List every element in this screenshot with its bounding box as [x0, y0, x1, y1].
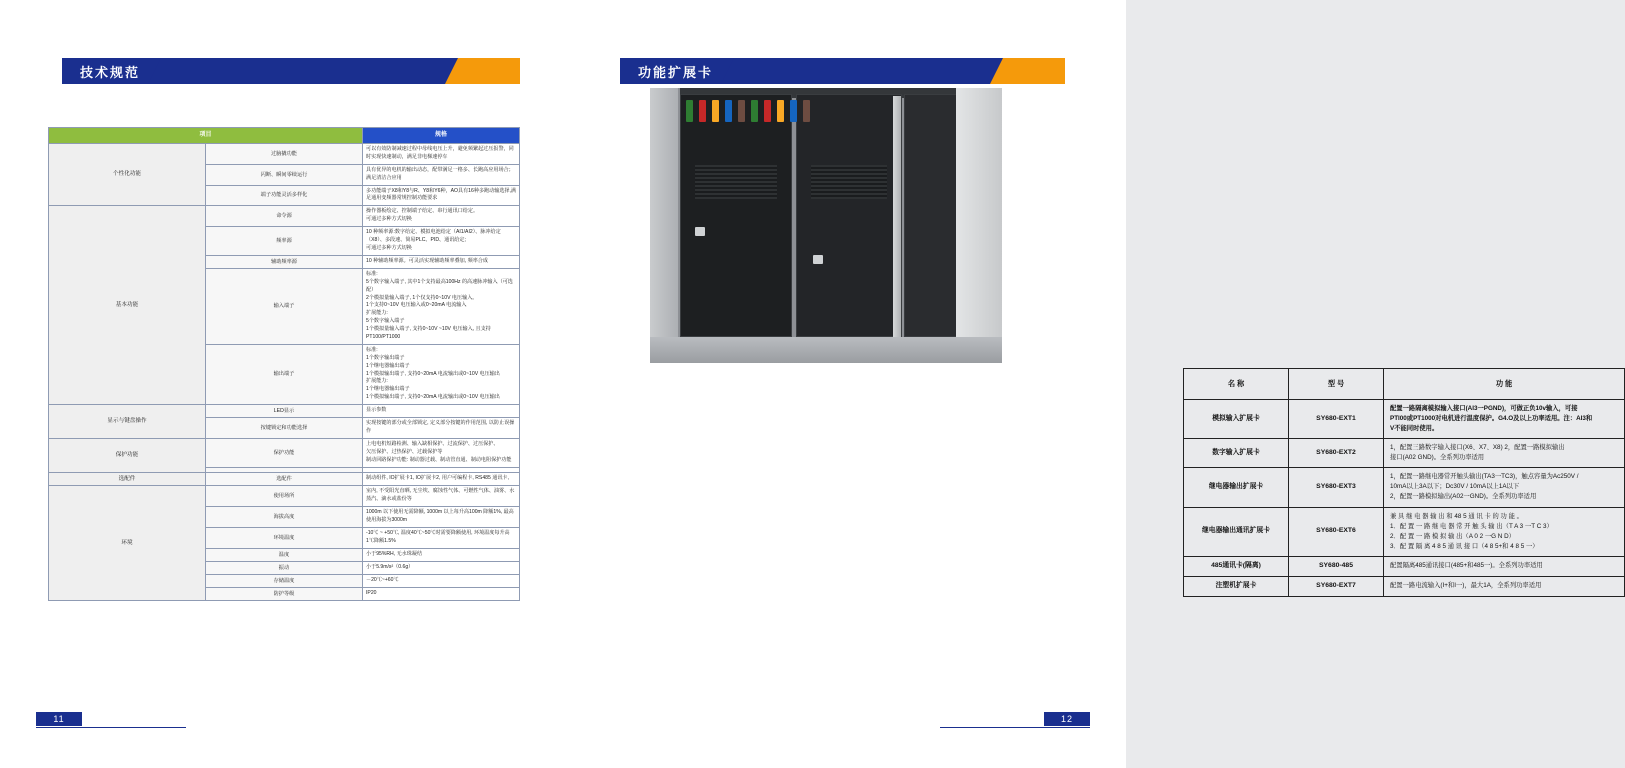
card-name-cell: 485通讯卡(隔离) — [1184, 556, 1289, 576]
table-row — [49, 144, 520, 165]
spec-sub-cell: 过脑撬功能 — [206, 144, 363, 165]
spec-sub-cell: LED显示 — [206, 405, 363, 418]
table-row — [1184, 556, 1625, 576]
card-model-cell: SY680-485 — [1289, 556, 1384, 576]
card-name-cell: 注塑机扩展卡 — [1184, 576, 1289, 596]
right-banner-title: 功能扩展卡 — [620, 58, 721, 84]
spec-group-cell: 选配件 — [49, 472, 206, 486]
right-page — [563, 0, 1593, 768]
photo-wall — [650, 88, 678, 337]
spec-value-cell: 1000m 以下使用无需降额, 1000m 以上每升高100m 降额1%, 最高使用海拔为3000m — [363, 507, 520, 528]
spec-value-cell: 可以有效防制减速过程中母线电压上升，避免频繁起过压报警，同时实现快速制动，满足非电梯速停车 — [363, 144, 520, 165]
table-row — [1184, 400, 1625, 439]
card-model-cell: SY680-EXT7 — [1289, 576, 1384, 596]
table-row — [1184, 507, 1625, 556]
table-row — [49, 472, 520, 486]
table-row — [1184, 576, 1625, 596]
photo-vent — [695, 165, 777, 199]
table-row — [49, 206, 520, 227]
spec-sub-cell: 闪断、瞬间零续运行 — [206, 164, 363, 185]
table-header-row — [49, 128, 520, 144]
card-model-cell: SY680-EXT6 — [1289, 507, 1384, 556]
spec-sub-cell: 存储温度 — [206, 574, 363, 587]
photo-cabinet-middle — [796, 94, 902, 337]
spec-value-cell: IP20 — [363, 587, 520, 600]
spec-group-cell: 环境 — [49, 486, 206, 601]
left-banner-fill — [148, 58, 458, 84]
spec-group-cell: 基本功能 — [49, 206, 206, 405]
table-row — [49, 486, 520, 507]
right-page-number: 12 — [1044, 712, 1090, 726]
expansion-card-table — [1183, 368, 1625, 597]
table-row — [1184, 468, 1625, 507]
card-function-cell: 兼 具 继 电 器 输 出 和 48 5 通 讯 卡 的 功 能 。 1．配 置 一 路 继 电 器 常 开 触 头 输 出（T A 3 一T C 3） 2．配 置 一 路 模 拟 输 出（A 0 2 一G N D） 3．配 置 隔 离 4 8 5 通 讯 接 口（4 8 5+和 4 8 5 一） — [1384, 507, 1625, 556]
spec-value-cell: 室内, 不受阳光直晒, 无尘埃、腐蚀性气体、可燃性气体、油雾、水蒸汽、滴水或盐份等 — [363, 486, 520, 507]
equipment-photo — [650, 88, 1002, 363]
spec-sub-cell: 输入端子 — [206, 268, 363, 344]
card-name-cell: 继电器输出通讯扩展卡 — [1184, 507, 1289, 556]
spec-sub-cell: 保护功能 — [206, 438, 363, 467]
spec-sub-cell: 辅助频率源 — [206, 255, 363, 268]
spec-value-cell: 10 种频率源:数字给定、模拟电池给定（AI1/AI2）、脉冲给定（X8）、多段速、简易PLC、PID、通讯给定; 可通过多种方式切换 — [363, 227, 520, 256]
photo-cabinet-left — [680, 94, 792, 337]
left-page — [0, 0, 563, 768]
photo-wire-bundle — [686, 100, 896, 126]
card-function-cell: 配置隔离485通讯接口(485+和485一)。全系列功率适用 — [1384, 556, 1625, 576]
col-header-spec: 规格 — [363, 128, 520, 144]
card-function-cell: 配置一路隔离模拟输入接口(AI3一PGND)，可做正负10v输入，可接 PTl00或PT1000对电机进行温度保护。G4.O及以上功率适用。注：AI3和 V不能同时使用。 — [1384, 400, 1625, 439]
photo-vent — [811, 165, 887, 199]
card-function-cell: 1，配置三路数字输入接口(X6、X7、X8) 2，配置一路模拟输出 接口(A02 GND)。全系列功率适用 — [1384, 439, 1625, 468]
spec-value-cell: 标准: 1个数字输出端子 1个继电器输出端子 1个模拟输出端子, 支持0~20mA 电流输出或0~10V 电压输出 扩展能力: 1个继电器输出端子 1个模拟输出端子, 支持0~20mA 电流输出或0~10V 电压输出 — [363, 344, 520, 404]
spec-value-cell: 多功能端子X8和Y8与R、Y8和Y6种，AO具有16种多跑动输选择,满足通用变频器常规控制功能要求 — [363, 185, 520, 206]
spec-sub-cell: 频率源 — [206, 227, 363, 256]
spec-group-cell: 保护功能 — [49, 438, 206, 472]
spec-value-cell: -10℃ ~ +50℃, 温度40℃~50℃时需要降额使用, 环境温度每升高1℃降额1.5% — [363, 527, 520, 548]
spec-group-cell: 显示与键盘操作 — [49, 405, 206, 439]
right-banner — [620, 58, 1065, 84]
spec-sub-cell: 环境温度 — [206, 527, 363, 548]
card-name-cell: 数字输入扩展卡 — [1184, 439, 1289, 468]
spec-sub-cell: 振动 — [206, 561, 363, 574]
spec-value-cell: 具有优异的电机的输出动态，配带满足一格多、长跑高应用场合；满足清洁合应用 — [363, 164, 520, 185]
spec-sub-cell: 端子功能灵活多样化 — [206, 185, 363, 206]
card-model-cell: SY680-EXT1 — [1289, 400, 1384, 439]
photo-divider-column — [893, 96, 901, 337]
right-footer-line — [940, 727, 1090, 728]
spec-value-cell: 标准: 5个数字输入端子, 其中1个支持最高100Hz 的高速脉冲输入（可选配） 2个模拟量输入端子, 1个仅支持0~10V 电压输入。 1个支持0~10V 电压输入或0~20mA 电流输入 扩展能力: 5个数字输入端子 1个模拟量输入端子, 支持0~10V ~10V 电压输入, 且支持PT100/PT1000 — [363, 268, 520, 344]
spec-value-cell: 小于95%RH, 无水珠凝结 — [363, 548, 520, 561]
photo-floor — [650, 337, 1002, 363]
spec-sub-cell: 按键锁定和功能选择 — [206, 418, 363, 439]
spec-value-cell: 上电电机短路检测、输入缺相保护、过流保护、过压保护、 欠压保护、过热保护、过载保护等 制动回路保护功能: 制动器过载、制动管直通、制动电阻保护功能 — [363, 438, 520, 467]
card-name-cell: 继电器输出扩展卡 — [1184, 468, 1289, 507]
technical-spec-table — [48, 127, 520, 601]
spec-sub-cell: 海拔高度 — [206, 507, 363, 528]
left-banner-title: 技术规范 — [62, 58, 148, 84]
card-model-cell: SY680-EXT3 — [1289, 468, 1384, 507]
table-row — [49, 438, 520, 467]
spec-value-cell: 实现按键的部分或全部锁定, 定义部分按键的作用范围, 以防止误操作 — [363, 418, 520, 439]
card-function-cell: 配置一路电流输入(I+和I一)，最大1A，全系列功率适用 — [1384, 576, 1625, 596]
col-header-function: 功 能 — [1384, 369, 1625, 400]
spec-value-cell: 10 种辅助频率源。可灵活实现辅助频率叠加, 频率合成 — [363, 255, 520, 268]
spec-value-cell: 小于5.9m/s²（0.6g） — [363, 561, 520, 574]
left-banner-accent — [458, 58, 520, 84]
right-banner-fill — [721, 58, 1003, 84]
right-banner-accent — [1003, 58, 1065, 84]
photo-white-panel — [956, 88, 1002, 337]
photo-badge — [813, 255, 823, 264]
spec-value-cell: 操作器板绘定、控制端子给定、串行通讯口给定。 可通过多种方式切换 — [363, 206, 520, 227]
col-header-item: 项目 — [49, 128, 363, 144]
card-model-cell: SY680-EXT2 — [1289, 439, 1384, 468]
spec-sub-cell: 输出端子 — [206, 344, 363, 404]
table-row — [1184, 439, 1625, 468]
card-name-cell: 模拟输入扩展卡 — [1184, 400, 1289, 439]
photo-cabinet-right — [904, 94, 958, 337]
left-banner — [62, 58, 520, 84]
spec-value-cell: －20℃~+60℃ — [363, 574, 520, 587]
col-header-name: 名 称 — [1184, 369, 1289, 400]
spec-table-body — [49, 144, 520, 601]
card-table-header-row — [1184, 369, 1625, 400]
spec-value-cell: 显示参数 — [363, 405, 520, 418]
left-footer-line — [36, 727, 186, 728]
spec-value-cell: 制动组件, IO扩展卡1, IO扩展卡2, 用户可编程卡, RS485 通讯卡, — [363, 472, 520, 486]
spec-sub-cell: 温度 — [206, 548, 363, 561]
spec-group-cell: 个性化功能 — [49, 144, 206, 206]
spec-sub-cell: 命令源 — [206, 206, 363, 227]
spec-sub-cell: 防护等级 — [206, 587, 363, 600]
photo-badge — [695, 227, 705, 236]
spec-sub-cell: 使用场所 — [206, 486, 363, 507]
spec-sub-cell: 选配件 — [206, 472, 363, 486]
table-row — [49, 405, 520, 418]
card-function-cell: 1，配置一路继电器常开触头输出(TA3一TC3)，触点容量为Ac250V / 10mA以上3A以下；Dc30V / 10mA以上1A以下 2，配置一路模拟输出(A02一GND)。全系列功率适用 — [1384, 468, 1625, 507]
card-table-body — [1184, 400, 1625, 597]
left-page-number: 11 — [36, 712, 82, 726]
col-header-model: 型 号 — [1289, 369, 1384, 400]
